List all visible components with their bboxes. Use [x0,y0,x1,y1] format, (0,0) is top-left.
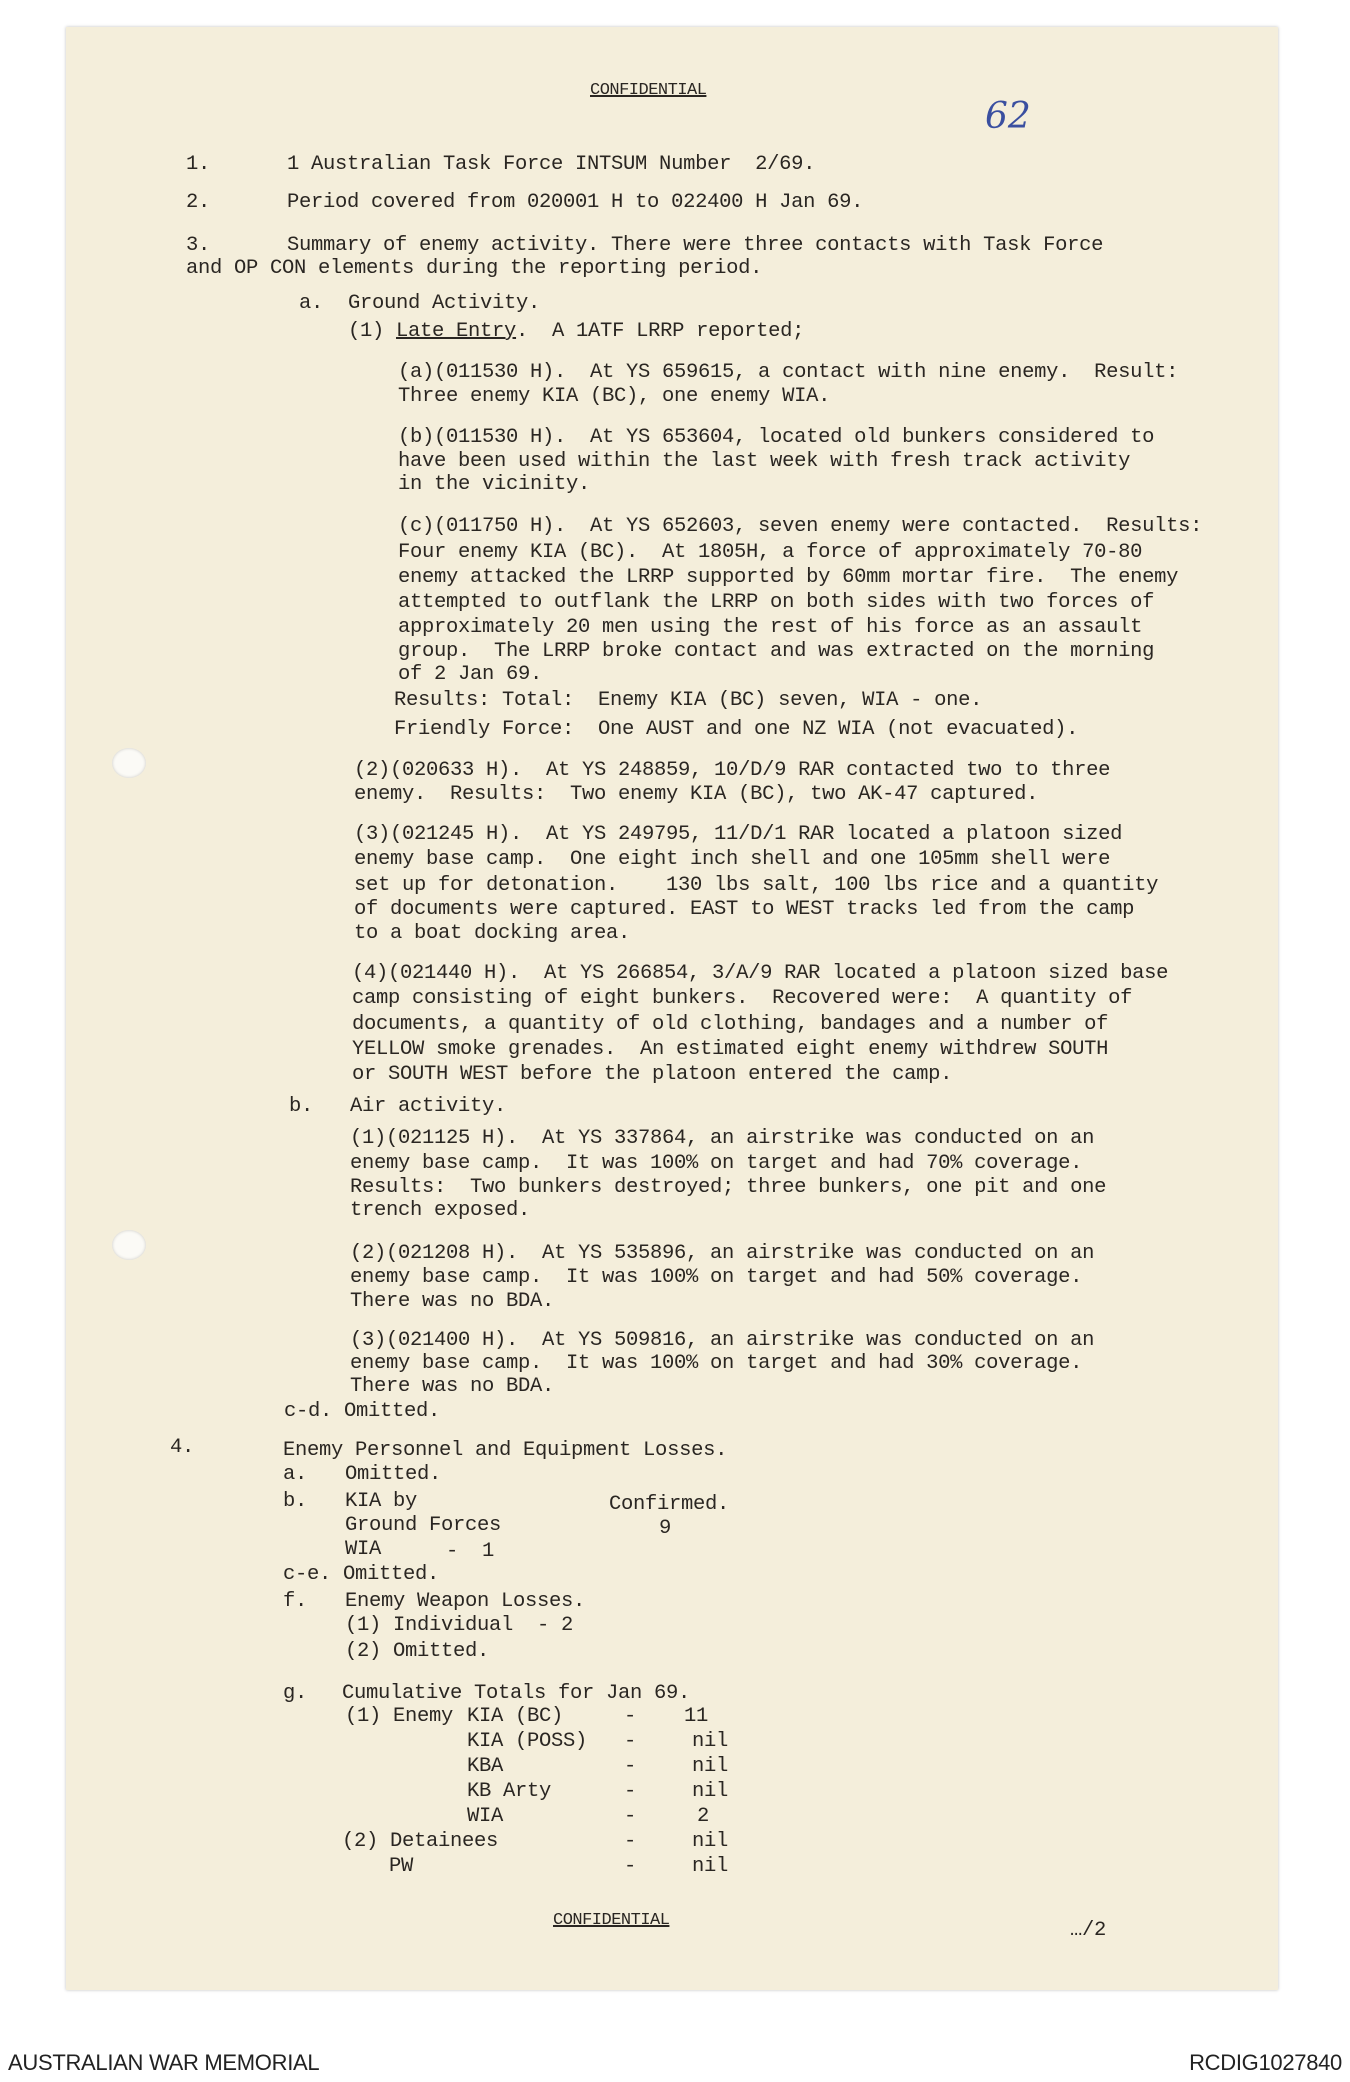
ground-item-4: YELLOW smoke grenades. An estimated eight enemy withdrew SOUTH [352,1038,1109,1061]
total-label: (2) Detainees [342,1830,499,1853]
total-dash: - [624,1830,637,1853]
total-value: nil [692,1855,729,1878]
ground-item-4: (4)(021440 H). At YS 266854, 3/A/9 RAR located a platoon sized base [352,962,1169,985]
total-value: 2 [697,1805,710,1828]
weapon-losses-individual: (1) Individual - 2 [345,1614,574,1637]
total-dash: - [624,1755,637,1778]
entry-c: Four enemy KIA (BC). At 1805H, a force of approximately 70-80 [398,541,1143,564]
archive-reference: RCDIG1027840 [1189,2050,1342,2075]
para-4f-label: f. [283,1590,308,1613]
item-number: (1) [348,320,397,343]
entry-c: group. The LRRP broke contact and was extracted on the morning [398,640,1155,663]
total-dash: - [624,1730,637,1753]
classification-header: CONFIDENTIAL [590,81,707,100]
late-entry-text: . A 1ATF LRRP reported; [516,320,805,343]
para-4ce: c-e. Omitted. [283,1563,440,1586]
ground-item-3: (3)(021245 H). At YS 249795, 11/D/1 RAR located a platoon sized [354,823,1123,846]
total-label: KB Arty [467,1780,552,1803]
entry-b: in the vicinity. [398,473,591,496]
ground-item-3: of documents were captured. EAST to WEST tracks led from the camp [354,898,1135,921]
total-value: nil [692,1730,729,1753]
ground-forces-value: 9 [659,1517,672,1540]
air-item-2: (2)(021208 H). At YS 535896, an airstrike was conducted on an [350,1242,1095,1265]
para-4-title: Enemy Personnel and Equipment Losses. [283,1439,728,1462]
total-value: nil [692,1755,729,1778]
classification-footer: CONFIDENTIAL [553,1911,670,1930]
air-item-3: enemy base camp. It was 100% on target and had 30% coverage. [350,1352,1083,1375]
para-4a-label: a. [283,1463,308,1486]
weapon-losses-other: (2) Omitted. [345,1640,490,1663]
entry-c: approximately 20 men using the rest of his force as an assault [398,616,1143,639]
total-label: KIA (POSS) [467,1730,588,1753]
total-value: nil [692,1780,729,1803]
para-2-text: Period covered from 020001 H to 022400 H Jan 69. [287,191,864,214]
ground-item-3: to a boat docking area. [354,922,631,945]
para-4g-text: Cumulative Totals for Jan 69. [342,1682,691,1705]
para-4g-label: g. [283,1682,308,1705]
para-4-number: 4. [170,1436,195,1459]
total-label: WIA [467,1805,504,1828]
ground-item-2: enemy. Results: Two enemy KIA (BC), two AK-47 captured. [354,783,1039,806]
entry-b: (b)(011530 H). At YS 653604, located old bunkers considered to [398,426,1155,449]
wia-value: - 1 [446,1540,495,1563]
ground-label: a. [299,292,324,315]
para-4a-text: Omitted. [345,1463,442,1486]
ground-item-2: (2)(020633 H). At YS 248859, 10/D/9 RAR contacted two to three [354,759,1111,782]
entry-c: enemy attacked the LRRP supported by 60mm mortar fire. The enemy [398,566,1179,589]
entry-c: attempted to outflank the LRRP on both sides with two forces of [398,591,1155,614]
total-value: nil [692,1830,729,1853]
ground-title: Ground Activity. [348,292,541,315]
entry-c: of 2 Jan 69. [398,663,543,686]
air-item-1: enemy base camp. It was 100% on target and had 70% coverage. [350,1152,1083,1175]
para-4b-label: b. [283,1490,308,1513]
air-item-1: Results: Two bunkers destroyed; three bunkers, one pit and one [350,1176,1107,1199]
para-1-text: 1 Australian Task Force INTSUM Number 2/69. [287,153,816,176]
late-entry-heading: Late Entry [396,320,517,343]
entry-a: (a)(011530 H). At YS 659615, a contact with nine enemy. Result: [398,361,1179,384]
total-label: KBA [467,1755,504,1778]
ground-item-4: camp consisting of eight bunkers. Recovered were: A quantity of [352,987,1133,1010]
total-dash: - [624,1855,637,1878]
ground-item-3: enemy base camp. One eight inch shell and one 105mm shell were [354,848,1111,871]
entry-c: (c)(011750 H). At YS 652603, seven enemy were contacted. Results: [398,515,1203,538]
air-item-1: trench exposed. [350,1199,531,1222]
punch-hole [112,748,146,778]
air-item-1: (1)(021125 H). At YS 337864, an airstrike was conducted on an [350,1127,1095,1150]
entry-c-results: Results: Total: Enemy KIA (BC) seven, WIA - one. [394,689,983,712]
entry-c-friendly: Friendly Force: One AUST and one NZ WIA (not evacuated). [394,718,1079,741]
para-3-number: 3. [186,234,211,257]
air-item-2: enemy base camp. It was 100% on target and had 50% coverage. [350,1266,1083,1289]
continued-marker: …/2 [1070,1919,1107,1942]
ground-item-4: or SOUTH WEST before the platoon entered the camp. [352,1063,953,1086]
total-dash: - [624,1780,637,1803]
air-title: Air activity. [350,1095,507,1118]
para-3-text: Summary of enemy activity. There were three contacts with Task Force [287,234,1104,257]
air-omitted: c-d. Omitted. [284,1400,441,1423]
punch-hole [112,1230,146,1260]
total-label: PW [389,1855,414,1878]
late-entry-line [348,321,804,342]
total-dash: - [624,1705,637,1728]
ground-item-3: set up for detonation. 130 lbs salt, 100 lbs rice and a quantity [354,874,1159,897]
total-prefix: (1) Enemy [345,1705,466,1728]
archive-caption: AUSTRALIAN WAR MEMORIAL [8,2050,320,2075]
para-2-number: 2. [186,191,211,214]
air-label: b. [289,1095,314,1118]
ground-forces-label: Ground Forces [345,1514,502,1537]
air-item-2: There was no BDA. [350,1290,555,1313]
handwritten-page-number: 62 [985,96,1031,137]
ground-item-4: documents, a quantity of old clothing, bandages and a number of [352,1013,1109,1036]
air-item-3: There was no BDA. [350,1375,555,1398]
entry-b: have been used within the last week with fresh track activity [398,450,1131,473]
air-item-3: (3)(021400 H). At YS 509816, an airstrike was conducted on an [350,1329,1095,1352]
entry-a: Three enemy KIA (BC), one enemy WIA. [398,385,831,408]
para-3-text: and OP CON elements during the reporting period. [186,257,763,280]
total-label: KIA (BC) [467,1705,564,1728]
total-value: 11 [684,1705,709,1728]
para-1-number: 1. [186,153,211,176]
para-4f-text: Enemy Weapon Losses. [345,1590,586,1613]
confirmed-header: Confirmed. [609,1493,730,1516]
wia-label: WIA [345,1538,382,1561]
total-dash: - [624,1805,637,1828]
para-4b-text: KIA by [345,1490,418,1513]
